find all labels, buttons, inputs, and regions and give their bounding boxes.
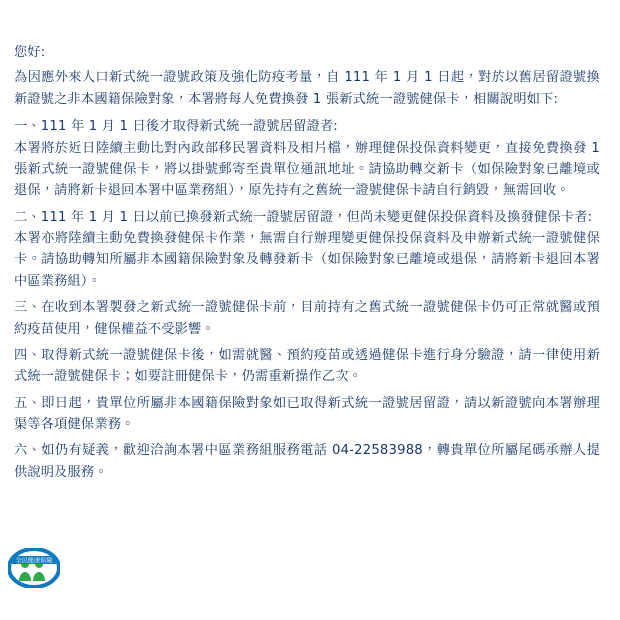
section-2-heading: 二、111 年 1 月 1 日以前已換發新式統一證號居留證，但尚未變更健保投保資料及換發健保卡者:	[14, 209, 593, 225]
section-2-body: 本署亦將陸續主動免費換發健保卡作業，無需自行辦理變更健保投保資料及申辦新式統一證號健保卡。請協助轉知所屬非本國籍保險對象及轉發新卡（如保險對象已離境或退保，請將新卡退回本署中區業務組）。	[14, 231, 600, 289]
section-1-heading: 一、111 年 1 月 1 日後才取得新式統一證號居留證者:	[14, 119, 338, 135]
nhi-health-insurance-logo-icon	[8, 548, 60, 588]
document-body	[14, 42, 600, 483]
section-4-body: 四、取得新式統一證號健保卡後，如需就醫、預約疫苗或透過健保卡進行身分驗證，請一律使用新式統一證號健保卡；如要註冊健保卡，仍需重新操作乙次。	[14, 347, 600, 385]
svg-text:全民健康保險: 全民健康保險	[15, 557, 53, 565]
section-3-body: 三、在收到本署製發之新式統一證號健保卡前，目前持有之舊式統一證號健保卡仍可正常就醫或預約疫苗使用，健保權益不受影響。	[14, 300, 600, 337]
section-1-body: 本署將於近日陸續主動比對內政部移民署資料及相片檔，辦理健保投保資料變更，直接免費換發 1 張新式統一證號健保卡，將以掛號郵寄至貴單位通訊地址。請協助轉交新卡（如保險對象已離境或退保，請將新卡退回本署中區業務組），原先持有之舊統一證號健保卡請自行銷毀，無需回收。	[14, 140, 600, 199]
lead-paragraph: 為因應外來人口新式統一證號政策及強化防疫考量，自 111 年 1 月 1 日起，對於以舊居留證號換新證號之非本國籍保險對象，本署將每人免費換發 1 張新式統一證號健保卡，相關說明如下:	[14, 70, 600, 107]
section-6-body: 六、如仍有疑義，歡迎洽詢本署中區業務組服務電話 04-22583988，轉貴單位所屬尾碼承辦人提供說明及服務。	[14, 443, 600, 480]
section-5-body: 五、即日起，貴單位所屬非本國籍保險對象如已取得新式統一證號居留證，請以新證號向本署辦理渠等各項健保業務。	[14, 395, 600, 432]
greeting-line: 您好:	[14, 45, 46, 60]
